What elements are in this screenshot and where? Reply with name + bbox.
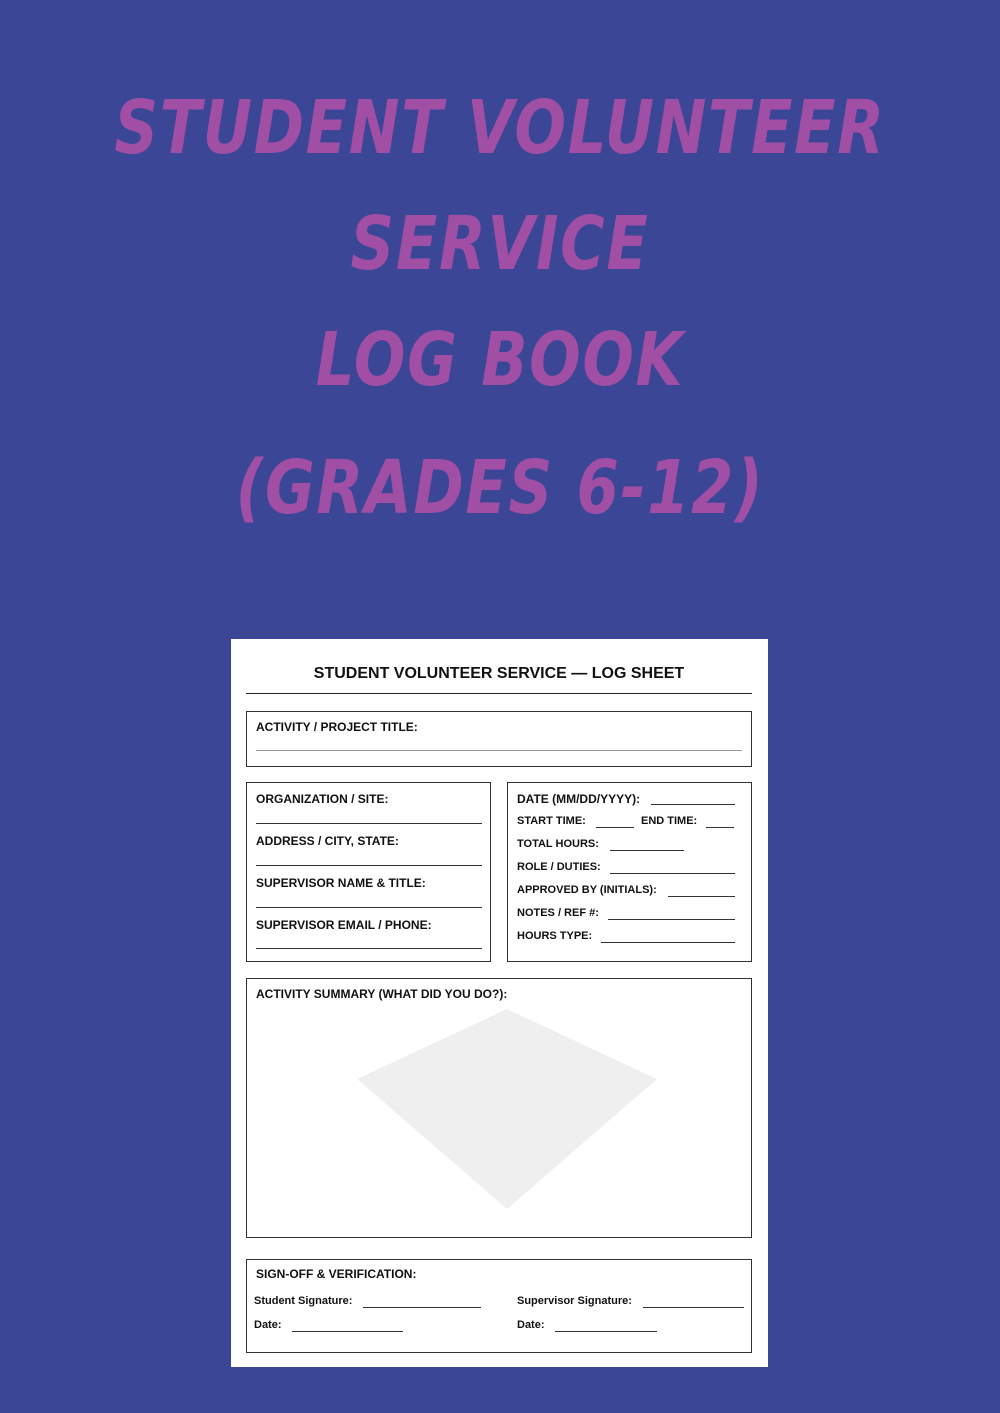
organization-line[interactable] (256, 823, 482, 824)
signoff-box (246, 1259, 752, 1353)
log-sheet (231, 639, 768, 1367)
role-label: ROLE / DUTIES: (517, 861, 601, 873)
activity-summary-box[interactable] (246, 978, 752, 1238)
date-line[interactable] (651, 804, 735, 805)
supervisor-name-label: SUPERVISOR NAME & TITLE: (256, 876, 426, 890)
activity-title-label: ACTIVITY / PROJECT TITLE: (256, 720, 418, 734)
student-date-line[interactable] (292, 1331, 403, 1332)
activity-title-line[interactable] (256, 750, 742, 751)
supervisor-name-line[interactable] (256, 907, 482, 908)
supervisor-contact-label: SUPERVISOR EMAIL / PHONE: (256, 918, 432, 932)
title-divider (246, 693, 752, 694)
address-line[interactable] (256, 865, 482, 866)
approved-by-label: APPROVED BY (INITIALS): (517, 884, 657, 896)
cover-title-line-3: LOG BOOK (315, 317, 685, 403)
date-label: DATE (MM/DD/YYYY): (517, 792, 641, 806)
total-hours-label: TOTAL HOURS: (517, 838, 599, 850)
approved-by-line[interactable] (668, 896, 735, 897)
supervisor-signature-line[interactable] (643, 1307, 744, 1308)
sheet-title: STUDENT VOLUNTEER SERVICE — LOG SHEET (313, 665, 685, 682)
start-time-line[interactable] (596, 827, 634, 828)
student-signature-line[interactable] (363, 1307, 481, 1308)
cover-title-grades: (GRADES 6-12) (235, 445, 765, 531)
cover-title (0, 70, 1000, 546)
hours-type-label: HOURS TYPE: (517, 930, 593, 942)
details-box (507, 782, 752, 962)
total-hours-line[interactable] (610, 850, 684, 851)
student-date-label: Date: (254, 1319, 282, 1331)
activity-summary-label: ACTIVITY SUMMARY (WHAT DID YOU DO?): (256, 987, 508, 1001)
hours-type-line[interactable] (601, 942, 735, 943)
end-time-line[interactable] (706, 827, 734, 828)
end-time-label: END TIME: (641, 815, 698, 827)
cover-title-line-1: STUDENT VOLUNTEER (114, 85, 886, 171)
student-signature-label: Student Signature: (254, 1295, 353, 1307)
supervisor-date-label: Date: (517, 1319, 545, 1331)
signoff-heading: SIGN-OFF & VERIFICATION: (256, 1267, 417, 1281)
role-line[interactable] (610, 873, 735, 874)
organization-label: ORGANIZATION / SITE: (256, 792, 389, 806)
address-label: ADDRESS / CITY, STATE: (256, 834, 399, 848)
faint-watermark-graphic (357, 1009, 657, 1209)
organization-box (246, 782, 491, 962)
notes-label: NOTES / REF #: (517, 907, 599, 919)
supervisor-signature-label: Supervisor Signature: (517, 1295, 632, 1307)
supervisor-contact-line[interactable] (256, 948, 482, 949)
cover-title-line-2: SERVICE (350, 201, 650, 287)
supervisor-date-line[interactable] (555, 1331, 657, 1332)
start-time-label: START TIME: (517, 815, 586, 827)
activity-title-box (246, 711, 752, 767)
notes-line[interactable] (608, 919, 735, 920)
